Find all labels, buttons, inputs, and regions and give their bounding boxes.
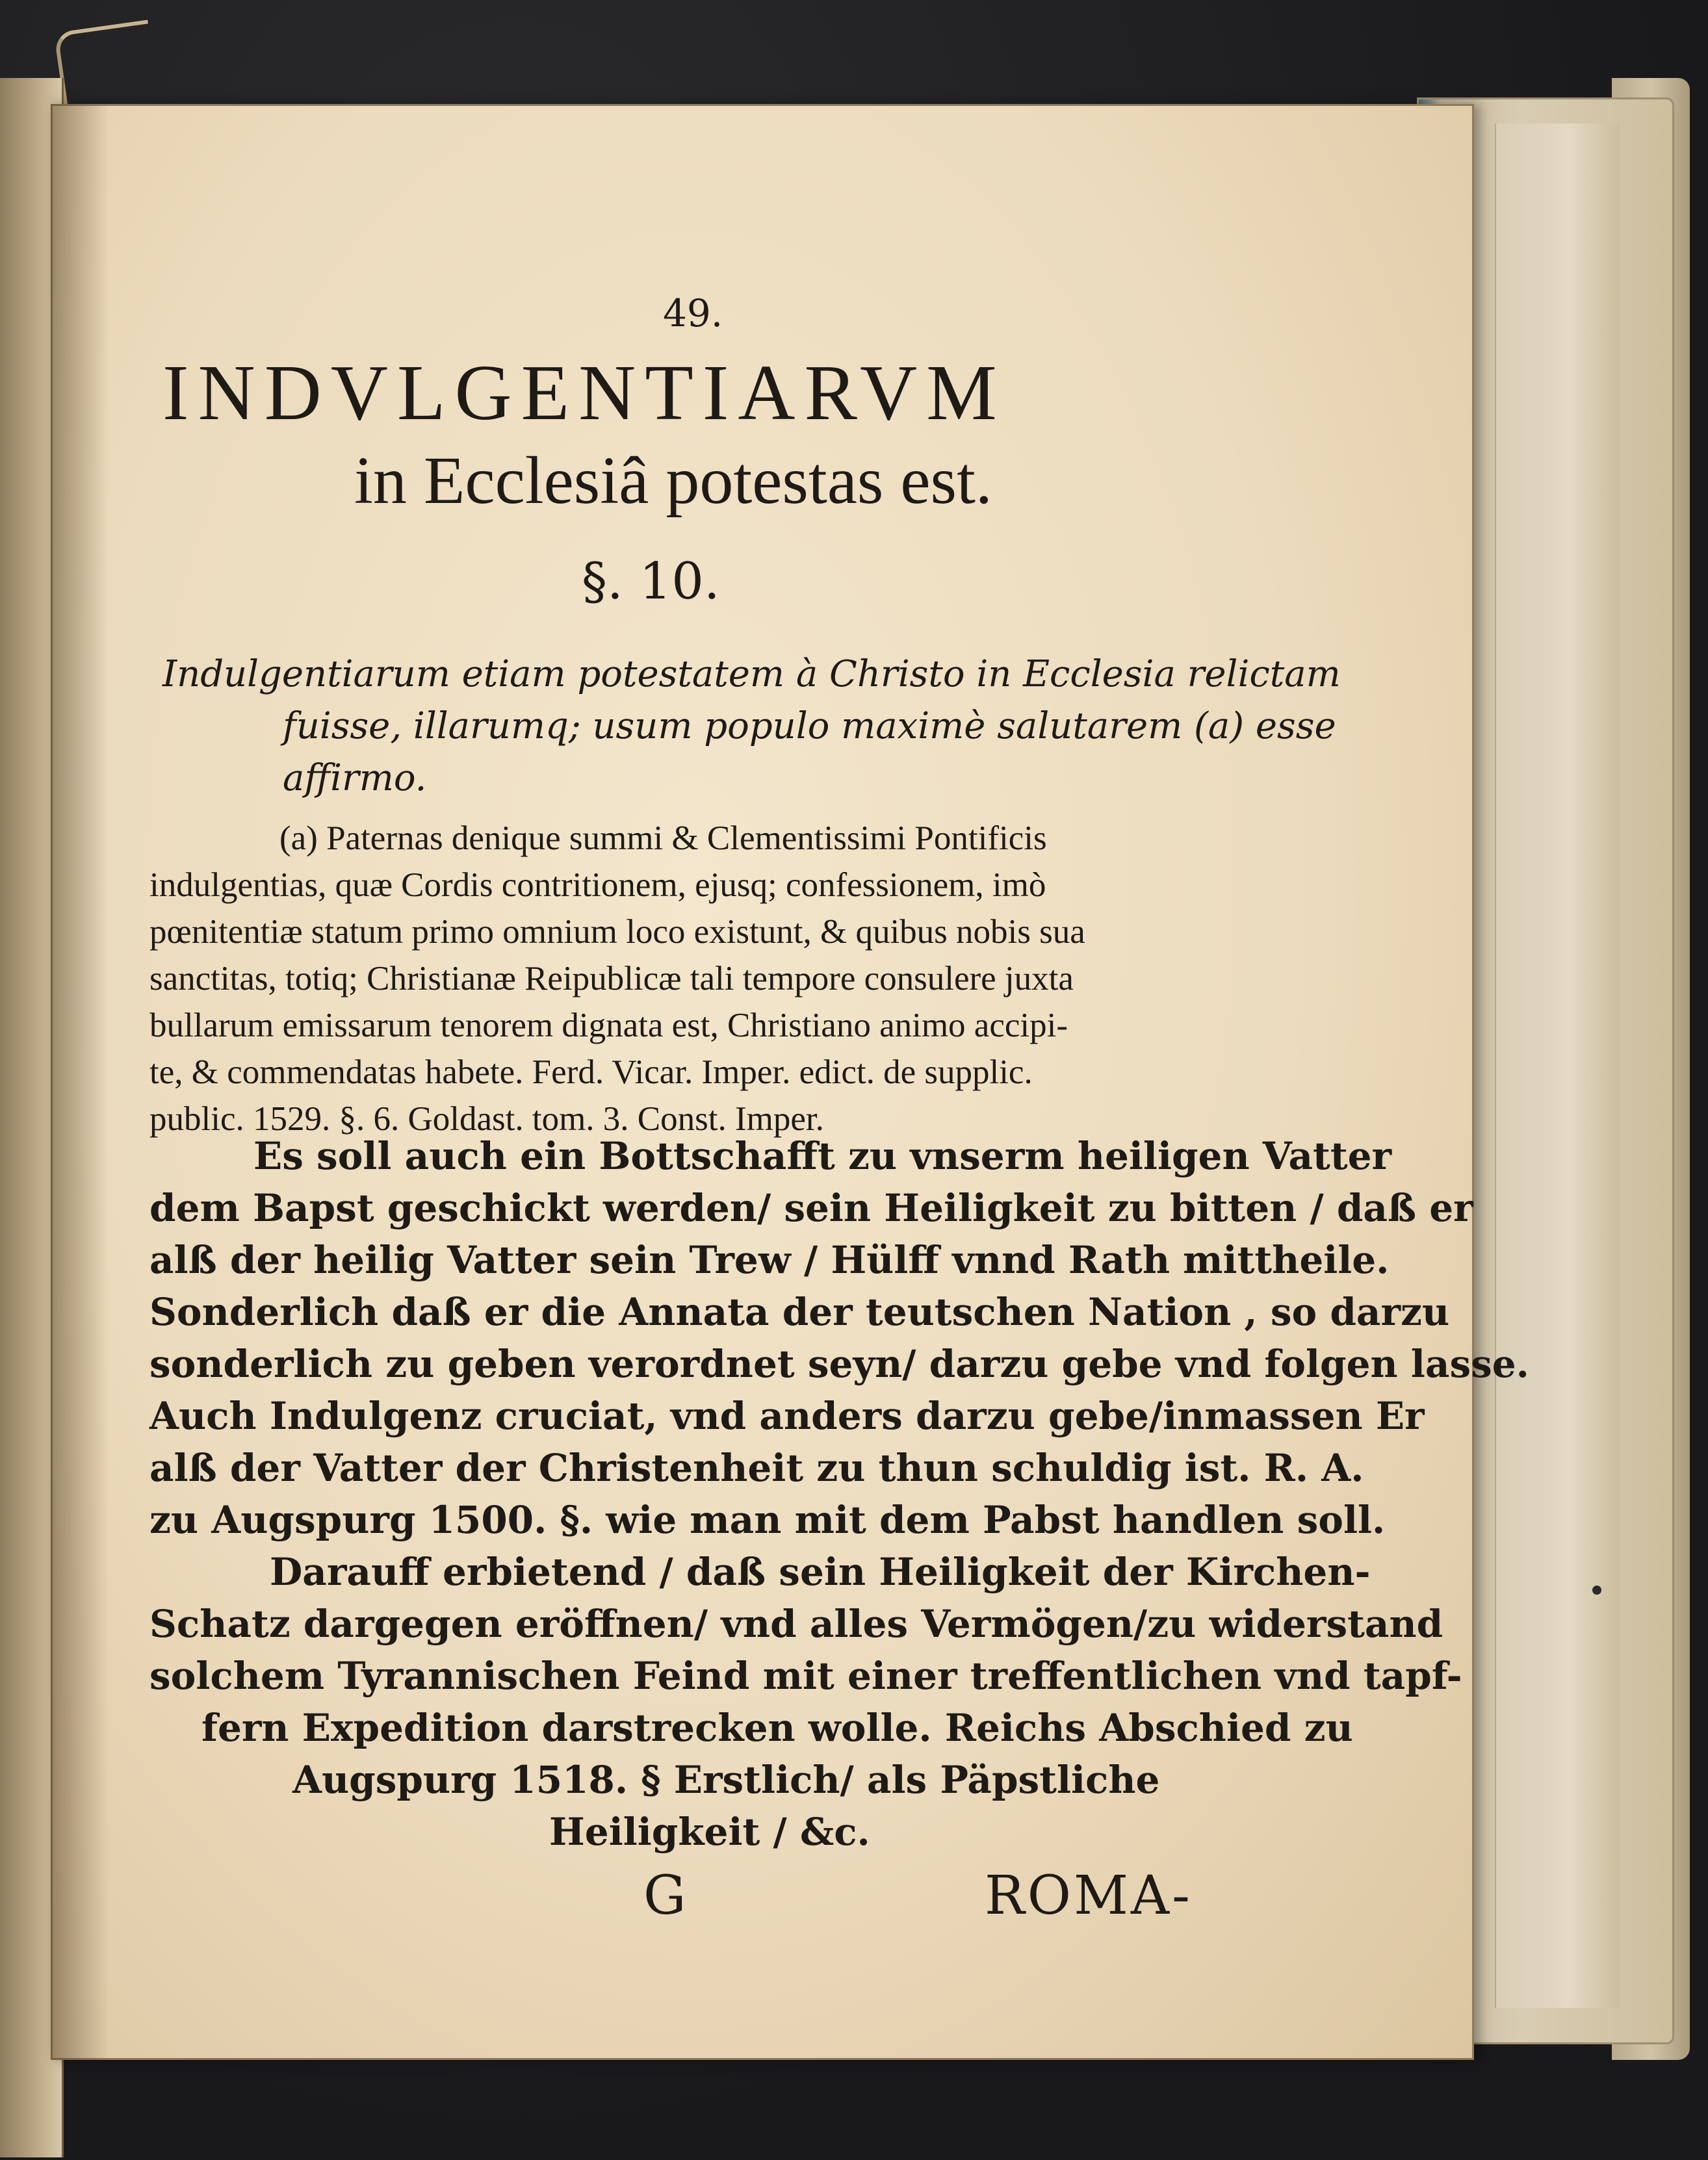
german-line: dem Bapst geschickt werden/ sein Heiligkeit zu bitten / daß er xyxy=(149,1186,1473,1230)
signature-mark: G xyxy=(643,1865,686,1927)
inner-page-edges xyxy=(1495,123,1620,2008)
title-line-2: in Ecclesiâ potestas est. xyxy=(354,443,992,518)
german-line: sonderlich zu geben verordnet seyn/ darzu gebe vnd folgen lasse. xyxy=(149,1342,1529,1386)
german-line: Heiligkeit / &c. xyxy=(549,1810,870,1854)
footnote-line: sanctitas, totiq; Christianæ Reipublicæ tali tempore consulere juxta xyxy=(149,960,1074,997)
german-line: alß der Vatter der Christenheit zu thun schuldig ist. R. A. xyxy=(149,1446,1364,1490)
page-number: 49. xyxy=(663,291,723,335)
german-line: alß der heilig Vatter sein Trew / Hülff vnnd Rath mittheile. xyxy=(149,1238,1390,1282)
footnote-line: bullarum emissarum tenorem dignata est, Christiano animo accipi- xyxy=(149,1007,1068,1044)
german-line: fern Expedition darstrecken wolle. Reichs Abschied zu xyxy=(201,1706,1353,1750)
german-line: Sonderlich daß er die Annata der teutschen Nation , so darzu xyxy=(149,1290,1450,1334)
german-line: Auch Indulgenz cruciat, vnd anders darzu gebe/inmassen Er xyxy=(149,1394,1425,1438)
footnote-line: te, & commendatas habete. Ferd. Vicar. Imper. edict. de supplic. xyxy=(149,1053,1033,1091)
german-line: Schatz dargegen eröffnen/ vnd alles Vermögen/zu widerstand xyxy=(149,1602,1443,1646)
gutter-shadow xyxy=(51,104,109,2060)
thesis-line: Indulgentiarum etiam potestatem à Christo in Ecclesia relictam xyxy=(162,653,1341,695)
pin-mark xyxy=(1592,1586,1601,1595)
footnote-line: (a) Paternas denique summi & Clementissimi Pontificis xyxy=(279,819,1047,857)
footnote-line: pœnitentiæ statum primo omnium loco existunt, & quibus nobis sua xyxy=(149,913,1085,951)
german-line: Augspurg 1518. § Erstlich/ als Päpstliche xyxy=(292,1758,1160,1802)
footnote-line: public. 1529. §. 6. Goldast. tom. 3. Const. Imper. xyxy=(149,1100,824,1138)
catchword: ROMA- xyxy=(985,1865,1193,1927)
german-line: solchem Tyrannischen Feind mit einer treffentlichen vnd tapf- xyxy=(149,1654,1462,1698)
binding-thread xyxy=(54,19,159,107)
german-line: Darauff erbietend / daß sein Heiligkeit der Kirchen- xyxy=(270,1550,1371,1594)
footnote-line: indulgentias, quæ Cordis contritionem, ejusq; confessionem, imò xyxy=(149,866,1046,904)
german-line: Es soll auch ein Bottschafft zu vnserm heiligen Vatter xyxy=(253,1134,1392,1178)
thesis-line: affirmo. xyxy=(283,757,427,799)
thesis-line: fuisse, illarumq; usum populo maximè salutarem (a) esse xyxy=(283,705,1336,747)
section-heading: §. 10. xyxy=(582,552,720,611)
german-line: zu Augspurg 1500. §. wie man mit dem Pabst handlen soll. xyxy=(149,1498,1386,1542)
title-line-1: INDVLGENTIARVM xyxy=(162,349,1006,437)
